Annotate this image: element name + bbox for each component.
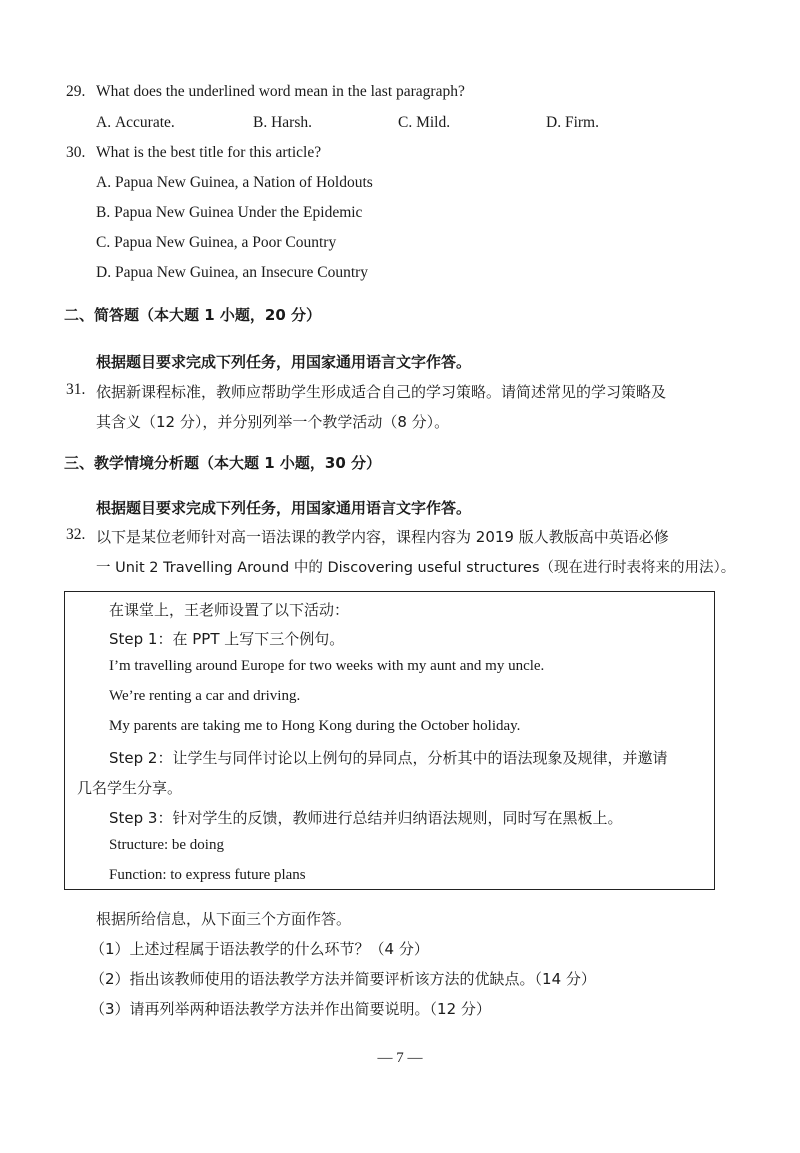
option-letter: A. — [96, 174, 112, 191]
q31-line1: 依据新课程标准，教师应帮助学生形成适合自己的学习策略。请简述常见的学习策略及 — [96, 383, 667, 401]
option-letter: D. — [546, 114, 562, 131]
q31-number: 31. — [66, 381, 86, 398]
option-text: Papua New Guinea, an Insecure Country — [114, 264, 369, 281]
q29-text: What does the underlined word mean in the last paragraph? — [96, 83, 465, 100]
box-step3: Step 3：针对学生的反馈，教师进行总结并归纳语法规则，同时写在黑板上。 — [109, 809, 623, 827]
option-letter: A. — [96, 114, 112, 131]
activity-box — [64, 591, 715, 890]
option-letter: C. — [398, 114, 413, 131]
q30-option-a — [96, 174, 373, 192]
option-text: Accurate. — [114, 114, 175, 131]
box-function: Function: to express future plans — [109, 867, 306, 883]
page-number: — 7 — — [377, 1050, 423, 1066]
q30-option-c — [96, 234, 336, 252]
task-2: （2）指出该教师使用的语法教学方法并简要评析该方法的优缺点。（14 分） — [90, 970, 596, 988]
option-letter: B. — [253, 114, 268, 131]
q30-number: 30. — [66, 144, 86, 161]
task-1: （1）上述过程属于语法教学的什么环节？（4 分） — [90, 940, 429, 958]
tasks-intro: 根据所给信息，从下面三个方面作答。 — [96, 910, 352, 928]
q32-line2: 一 Unit 2 Travelling Around 中的 Discovering useful structures（现在进行时表将来的用法）。 — [96, 560, 736, 576]
q30-text: What is the best title for this article? — [96, 144, 322, 161]
option-letter: D. — [96, 264, 112, 281]
box-structure: Structure: be doing — [109, 837, 224, 853]
q30-option-d — [96, 264, 368, 282]
option-letter: B. — [96, 204, 111, 221]
q31-line2: 其含义（12 分），并分别列举一个教学活动（8 分）。 — [96, 413, 450, 431]
box-example-3: My parents are taking me to Hong Kong during the October holiday. — [109, 718, 521, 734]
box-step2-line1: Step 2：让学生与同伴讨论以上例句的异同点，分析其中的语法现象及规律，并邀请 — [109, 749, 668, 767]
option-text: Firm. — [564, 114, 599, 131]
section3-heading: 三、教学情境分析题（本大题 1 小题，30 分） — [64, 454, 381, 472]
option-text: Papua New Guinea Under the Epidemic — [114, 204, 363, 221]
option-letter: C. — [96, 234, 111, 251]
box-step2-line2: 几名学生分享。 — [77, 779, 183, 797]
option-text: Mild. — [416, 114, 451, 131]
section2-instruction: 根据题目要求完成下列任务，用国家通用语言文字作答。 — [96, 353, 472, 371]
section3-instruction: 根据题目要求完成下列任务，用国家通用语言文字作答。 — [96, 499, 472, 517]
q29-option-c — [398, 114, 450, 132]
q29-option-a — [96, 114, 175, 132]
option-text: Harsh. — [271, 114, 312, 131]
q29-option-b — [253, 114, 312, 132]
box-example-1: I’m travelling around Europe for two weeks with my aunt and my uncle. — [109, 658, 545, 674]
option-text: Papua New Guinea, a Poor Country — [114, 234, 337, 251]
q30-option-b — [96, 204, 362, 222]
box-intro: 在课堂上，王老师设置了以下活动： — [109, 601, 350, 619]
q32-number: 32. — [66, 526, 86, 543]
q29-option-d — [546, 114, 599, 132]
box-example-2: We’re renting a car and driving. — [109, 688, 301, 704]
task-3: （3）请再列举两种语法教学方法并作出简要说明。（12 分） — [90, 1000, 491, 1018]
box-step1: Step 1：在 PPT 上写下三个例句。 — [109, 630, 345, 648]
q29-number: 29. — [66, 83, 86, 100]
option-text: Papua New Guinea, a Nation of Holdouts — [114, 174, 373, 191]
q32-line1: 以下是某位老师针对高一语法课的教学内容，课程内容为 2019 版人教版高中英语必修 — [96, 528, 669, 546]
section2-heading: 二、简答题（本大题 1 小题，20 分） — [64, 306, 321, 324]
